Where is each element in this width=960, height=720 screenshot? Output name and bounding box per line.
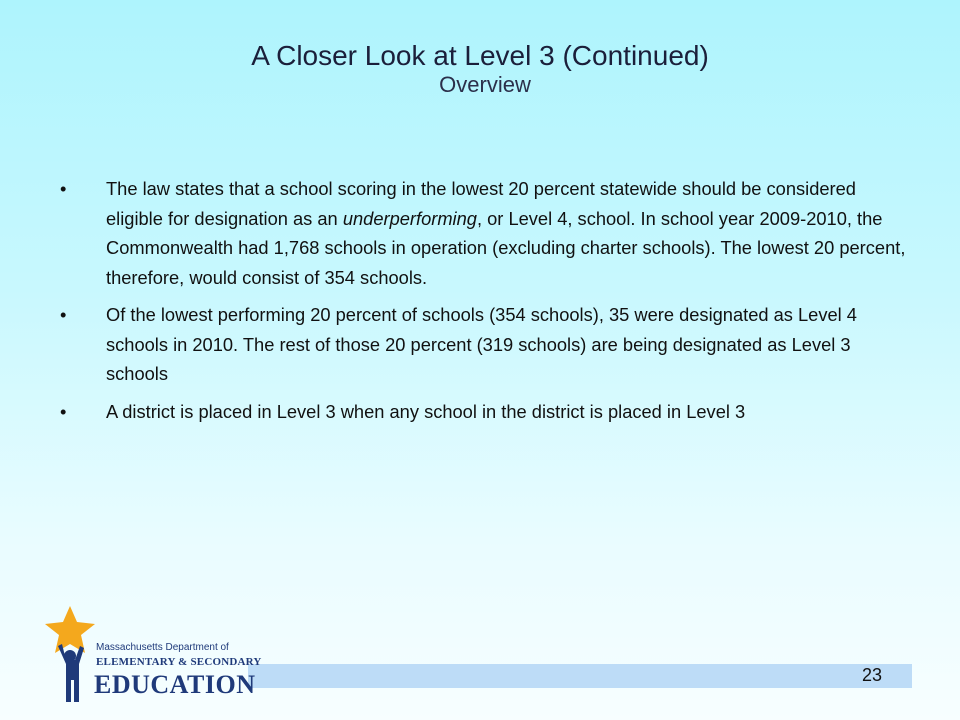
logo-department-text: Massachusetts Department of xyxy=(96,642,229,653)
logo-education-text: EDUCATION xyxy=(94,670,256,699)
logo-level-text: ELEMENTARY & SECONDARY xyxy=(96,656,262,668)
bullet-dot: • xyxy=(60,178,67,199)
bullet-dot: • xyxy=(60,400,67,422)
bullet-text: A district is placed in Level 3 when any school in the district is placed in Level 3 xyxy=(106,400,746,422)
page-number: 23 xyxy=(861,665,882,685)
title-block xyxy=(0,40,960,98)
bullet-text: Of the lowest performing 20 percent of schools (354 schools), 35 were designated as Level 4 schools in 2010. The rest of those 20 percent (319 schools) are being designated as Level 3 schools xyxy=(106,304,857,384)
bullet-text: The law states that a school scoring in the lowest 20 percent statewide should be considered eligible for designation as an xyxy=(106,178,856,229)
bullet-item xyxy=(56,397,906,427)
bullet-emphasis: underperforming xyxy=(342,207,477,229)
footer-bar xyxy=(248,664,912,688)
bullet-dot: • xyxy=(60,304,67,325)
bullet-item xyxy=(56,300,906,389)
dese-logo xyxy=(44,604,262,708)
slide-subtitle: Overview xyxy=(439,72,531,97)
slide-title: A Closer Look at Level 3 (Continued) xyxy=(251,40,709,71)
bullet-item xyxy=(56,174,906,292)
bullet-list xyxy=(56,174,906,434)
bullet-text: , or Level 4, school. In school year 2009-2010, the Commonwealth had 1,768 schools in operation (excluding charter schools). The lowest 20 percent, therefore, would consist of 354 schools. xyxy=(106,207,906,288)
